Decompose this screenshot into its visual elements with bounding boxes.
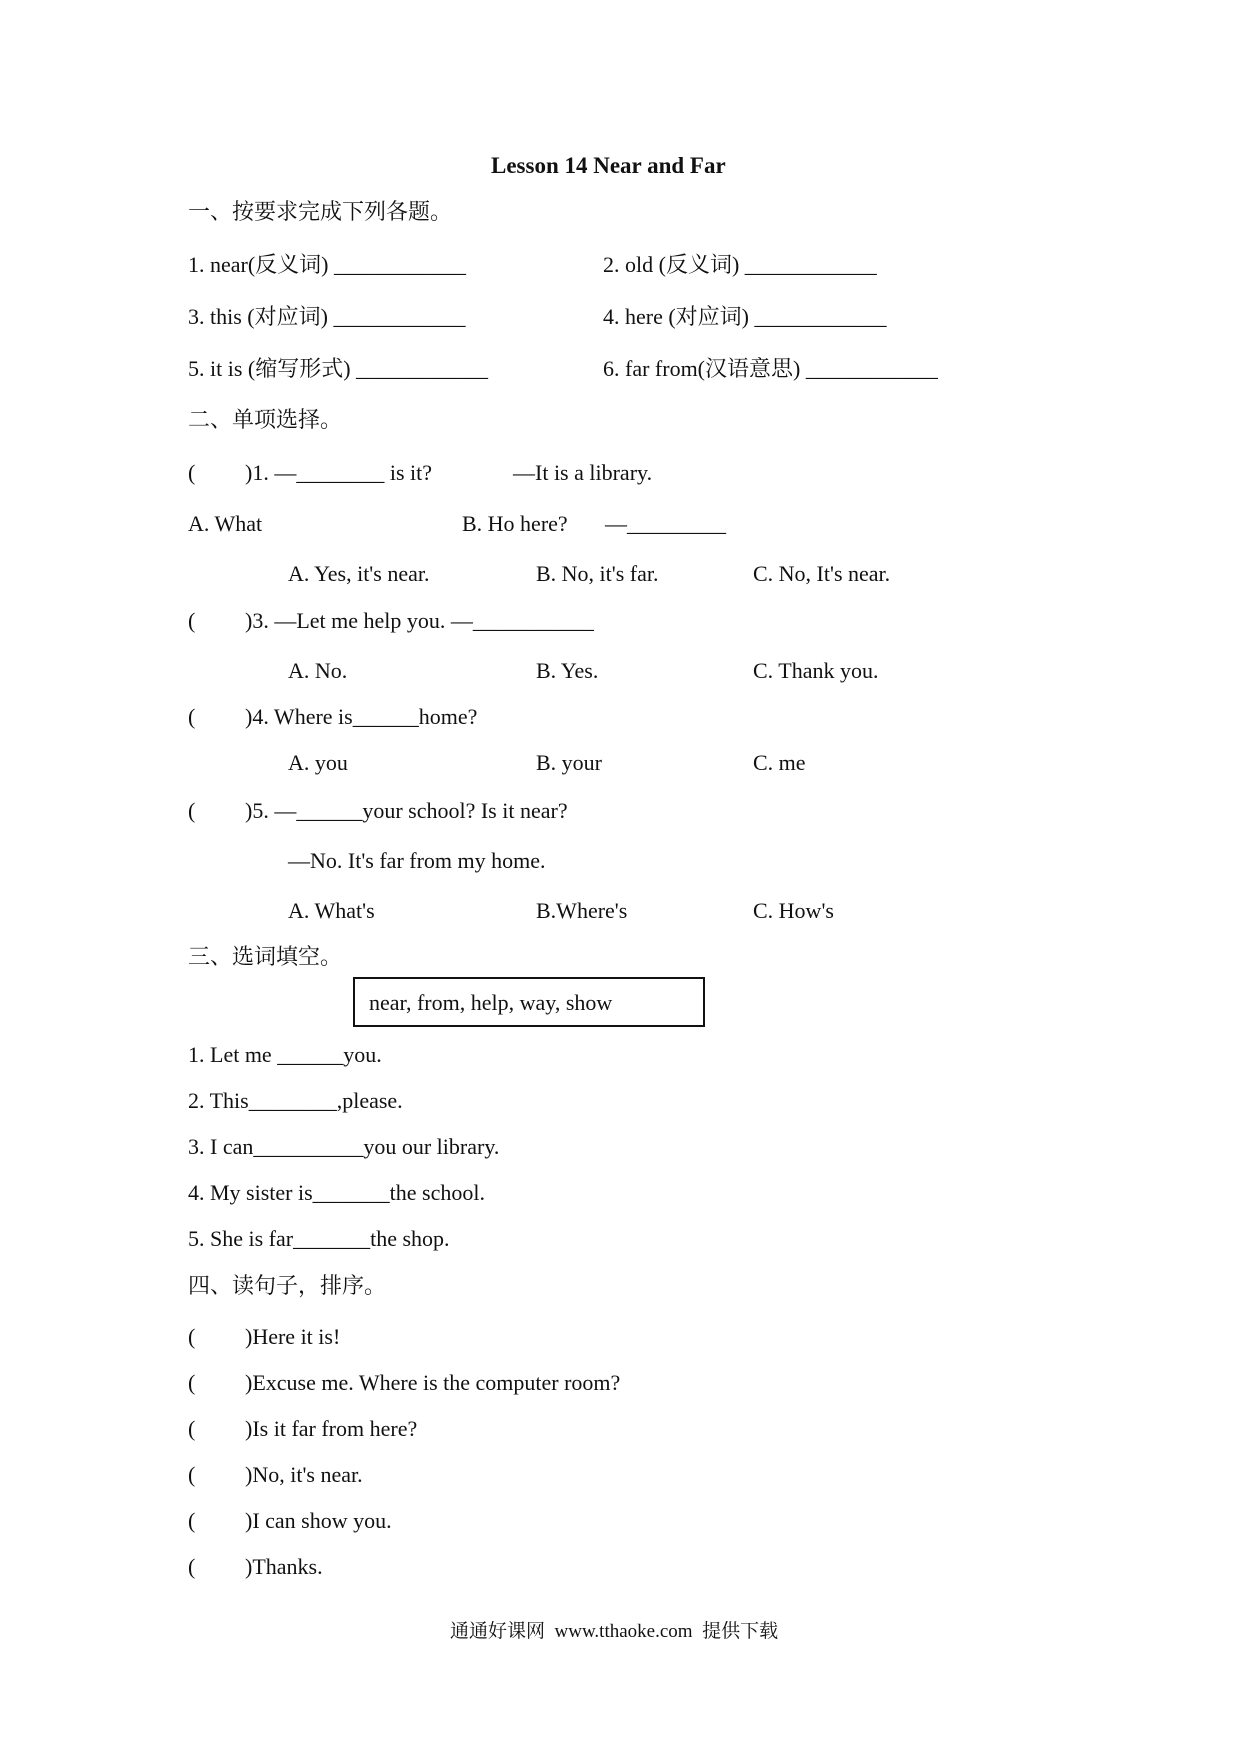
s4-paren-1: ( <box>188 1324 196 1349</box>
q2-option-a: A. Yes, it's near. <box>288 561 430 586</box>
section-1-heading: 一、按要求完成下列各题。 <box>188 199 453 224</box>
s4-item-3: )Is it far from here? <box>245 1416 418 1441</box>
q2-option-b: B. No, it's far. <box>536 561 659 586</box>
q4-option-b: B. your <box>536 750 602 775</box>
q4-paren: ( <box>188 704 196 729</box>
s4-item-2: )Excuse me. Where is the computer room? <box>245 1370 621 1395</box>
q1-text: )1. —________ is it? <box>245 460 432 485</box>
q3-option-a: A. No. <box>288 658 348 683</box>
s1-item-2: 2. old (反义词) ____________ <box>603 252 877 277</box>
section-4-heading: 四、读句子，排序。 <box>188 1273 387 1298</box>
s4-item-6: )Thanks. <box>245 1554 323 1579</box>
s3-item-2: 2. This________,please. <box>188 1088 403 1113</box>
q5-paren: ( <box>188 798 196 823</box>
q3-paren: ( <box>188 608 196 633</box>
q5-text: )5. —______your school? Is it near? <box>245 798 568 823</box>
s1-item-1: 1. near(反义词) ____________ <box>188 252 467 277</box>
s4-paren-6: ( <box>188 1554 196 1579</box>
q4-text: )4. Where is______home? <box>245 704 478 729</box>
s4-paren-3: ( <box>188 1416 196 1441</box>
worksheet-title: Lesson 14 Near and Far <box>491 153 726 178</box>
s4-paren-4: ( <box>188 1462 196 1487</box>
s1-item-3: 3. this (对应词) ____________ <box>188 304 466 329</box>
footer-source: 通通好课网 www.tthaoke.com 提供下载 <box>450 1621 779 1642</box>
s3-item-5: 5. She is far_______the shop. <box>188 1226 450 1251</box>
q2-dash-blank: —_________ <box>605 511 726 536</box>
s1-item-6: 6. far from(汉语意思) ____________ <box>603 356 938 381</box>
q4-option-c: C. me <box>753 750 806 775</box>
q5-option-a: A. What's <box>288 898 375 923</box>
q5-option-c: C. How's <box>753 898 834 923</box>
s4-paren-5: ( <box>188 1508 196 1533</box>
s3-item-4: 4. My sister is_______the school. <box>188 1180 485 1205</box>
section-3-heading: 三、选词填空。 <box>188 944 343 969</box>
s1-item-5: 5. it is (缩写形式) ____________ <box>188 356 489 381</box>
word-bank: near, from, help, way, show <box>369 990 613 1015</box>
q2-option-c: C. No, It's near. <box>753 561 891 586</box>
s1-item-4: 4. here (对应词) ____________ <box>603 304 887 329</box>
q3-option-c: C. Thank you. <box>753 658 879 683</box>
q2-option-a-line: A. What <box>188 511 263 536</box>
q1-answer: —It is a library. <box>513 460 653 485</box>
word-bank-box <box>353 977 705 1027</box>
q5-option-b: B.Where's <box>536 898 628 923</box>
s4-item-5: )I can show you. <box>245 1508 392 1533</box>
s3-item-3: 3. I can__________you our library. <box>188 1134 500 1159</box>
q4-option-a: A. you <box>288 750 348 775</box>
q3-text: )3. —Let me help you. —___________ <box>245 608 594 633</box>
q1-paren: ( <box>188 460 196 485</box>
s4-paren-2: ( <box>188 1370 196 1395</box>
s4-item-1: )Here it is! <box>245 1324 341 1349</box>
s4-item-4: )No, it's near. <box>245 1462 363 1487</box>
section-2-heading: 二、单项选择。 <box>188 407 343 432</box>
s3-item-1: 1. Let me ______you. <box>188 1042 382 1067</box>
q5-answer: —No. It's far from my home. <box>288 848 546 873</box>
q2-option-b-line: B. Ho here? <box>462 511 568 536</box>
q3-option-b: B. Yes. <box>536 658 599 683</box>
